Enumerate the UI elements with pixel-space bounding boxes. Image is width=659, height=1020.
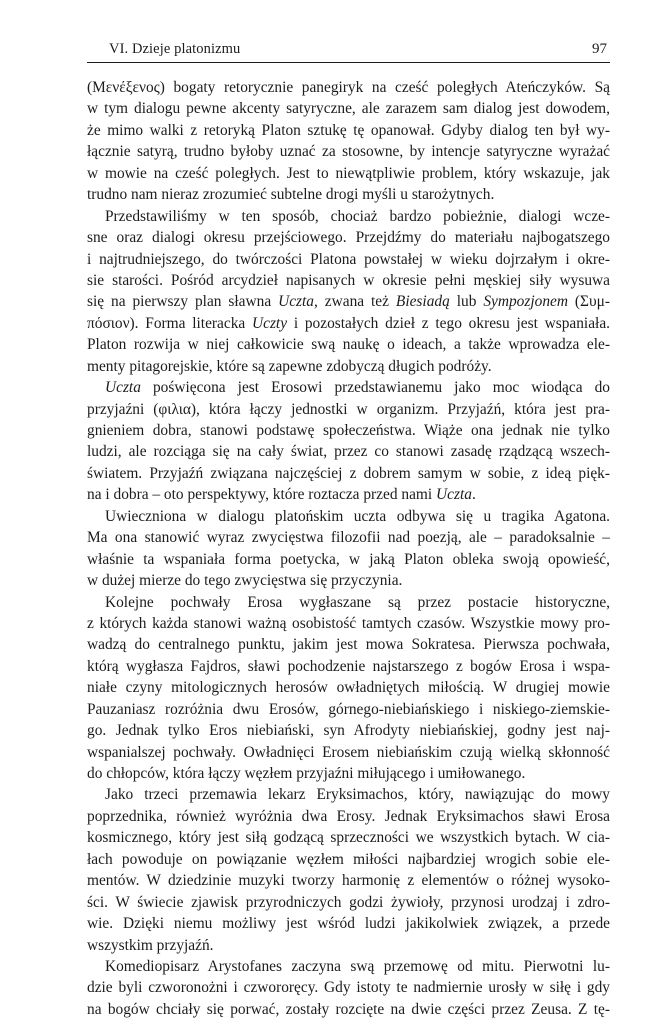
text-line: przyjaźni (φιλια), która łączy jednostki w organizm. Przyjaźń, która jest pra- xyxy=(87,400,610,418)
text-line: gnieniem dobra, stanowi podstawę społeczeństwa. Wiąże ona jednak nie tylko xyxy=(87,422,610,439)
text-line: menty pitagorejskie, które są zapewne zdobyczą długich podróży. xyxy=(87,357,492,375)
text-line: dzie byli czworonożni i czwororęcy. Gdy istoty te nadmiernie urosły w siłę i gdy xyxy=(87,979,610,997)
text-line: łach powoduje on powiązanie węzłem miłości najbardziej wrogich sobie ele- xyxy=(87,850,610,868)
page-body xyxy=(87,77,610,1020)
text-line: z których każda stanowi ważną osobistość tamtych czasów. Wszystkie mowy pro- xyxy=(87,614,610,632)
text-line: trudno nam nieraz zrozumieć subtelne drogi myśli u starożytnych. xyxy=(87,186,495,204)
text-line: go. Jednak tylko Eros niebiański, syn Afrodyty niebiańskiej, godny jest naj- xyxy=(87,722,610,740)
text-line: światem. Przyjaźń związana najczęściej z dobrem samym w sobie, z ideą pięk- xyxy=(87,464,610,482)
text-line: do chłopców, która łączy węzłem przyjaźni miłującego i umiłowanego. xyxy=(87,765,526,782)
text-line: wszystkim przyjaźń. xyxy=(87,936,214,954)
text-line: Pauzaniasz rozróżnia dwu Erosów, górnego-niebiańskiego i niskiego-ziemskie- xyxy=(87,700,610,718)
text-line: wadzą do centralnego punktu, jakim jest mowa Sokratesa. Pierwsza pochwała, xyxy=(87,636,610,654)
text-line: sie starości. Pośród arcydzieł napisanych w okresie pełni męskiej siły wysuwa xyxy=(87,271,610,289)
chapter-title: VI. Dzieje platonizmu xyxy=(109,41,241,57)
text-line: wie. Dzięki niemu możliwy jest wśród ludzi jakikolwiek związek, a przede xyxy=(87,915,610,933)
running-header xyxy=(87,38,610,63)
text-line: Ma ona stanowić wyraz zwycięstwa filozofii nad poezją, ale – paradoksalnie – xyxy=(87,529,610,547)
text-line: mentów. W dziedzinie muzyki tworzy harmonię z elementów o różnej wysoko- xyxy=(87,872,610,890)
text-line: łącznie satyrą, trudno byłoby uznać za stosowne, by intencje satyryczne wyrażać xyxy=(87,143,610,161)
text-line: że mimo walki z retoryką Platon sztukę tę opanował. Gdyby dialog ten był wy- xyxy=(87,121,610,139)
text-line: w dużej mierze do tego zwycięstwa się przyczynia. xyxy=(87,572,403,590)
text-line: Uwieczniona w dialogu platońskim uczta odbywa się u tragika Agatona. xyxy=(105,507,610,525)
text-line: wspanialszej pochwały. Owładnięci Erosem niebiańskim czują wielką skłonność xyxy=(87,743,610,761)
book-page xyxy=(87,38,610,1020)
text-line: Platon rozwija w niej całkowicie swą naukę o ideach, a także wprowadza ele- xyxy=(87,336,610,354)
text-line: Uczta poświęcona jest Erosowi przedstawianemu jako moc wiodąca do xyxy=(105,379,610,397)
text-line: sne oraz dialogi okresu przejściowego. Przejdźmy do materiału najbogatszego xyxy=(87,229,610,247)
text-line: (Μενέξενος) bogaty retorycznie panegiryk na cześć poległych Ateńczyków. Są xyxy=(87,79,610,96)
text-line: ści. W świecie zjawisk przyrodniczych godzi żywioły, przynosi urodzaj i zdro- xyxy=(87,893,610,911)
text-line: w tym dialogu pewne akcenty satyryczne, ale zarazem sam dialog jest dowodem, xyxy=(87,100,610,118)
page-number: 97 xyxy=(592,41,607,57)
text-line: właśnie ta wspaniała forma poetycka, w jaką Platon obleka swoją opowieść, xyxy=(87,550,610,568)
text-line: Jako trzeci przemawia lekarz Eryksimachos, który, nawiązując do mowy xyxy=(105,786,610,804)
text-line: poprzednika, również wyróżnia dwa Erosy. Jednak Eryksimachos sławi Erosa xyxy=(87,807,610,825)
text-line: się na pierwszy plan sławna Uczta, zwana też Biesiadą lub Sympozjonem (Συμ- xyxy=(87,293,610,311)
text-line: na bogów chciały się porwać, zostały rozcięte na dwie części przez Zeusa. Z tę- xyxy=(87,1000,610,1018)
text-line: Komediopisarz Arystofanes zaczyna swą przemowę od mitu. Pierwotni lu- xyxy=(105,957,610,975)
text-line: kosmicznego, który jest siłą godzącą sprzeczności we wszystkich bytach. W cia- xyxy=(87,829,610,847)
text-line: w mowie na cześć poległych. Jest to niewątpliwie problem, który wskazuje, jak xyxy=(87,164,610,182)
text-line: πόσιον). Forma literacka Uczty i pozostałych dzieł z tego okresu jest wspaniała. xyxy=(87,314,610,332)
text-line: Przedstawiliśmy w ten sposób, chociaż bardzo pobieżnie, dialogi wcze- xyxy=(105,207,610,225)
text-line: Kolejne pochwały Erosa wygłaszane są przez postacie historyczne, xyxy=(105,593,610,611)
text-line: na i dobra – oto perspektywy, które roztacza przed nami Uczta. xyxy=(87,486,476,504)
text-line: ludzi, ale rozciąga się na cały świat, przez co stanowi zasadę rządzącą wszech- xyxy=(87,443,610,461)
text-line: którą wygłasza Fajdros, sławi pochodzenie najstarszego z bogów Erosa i wspa- xyxy=(87,657,610,675)
text-line: niałe czyny mitologicznych herosów owładniętych miłością. W drugiej mowie xyxy=(87,679,610,697)
text-line: i najtrudniejszego, do twórczości Platona powstałej w wieku dojrzałym i okre- xyxy=(87,250,610,268)
